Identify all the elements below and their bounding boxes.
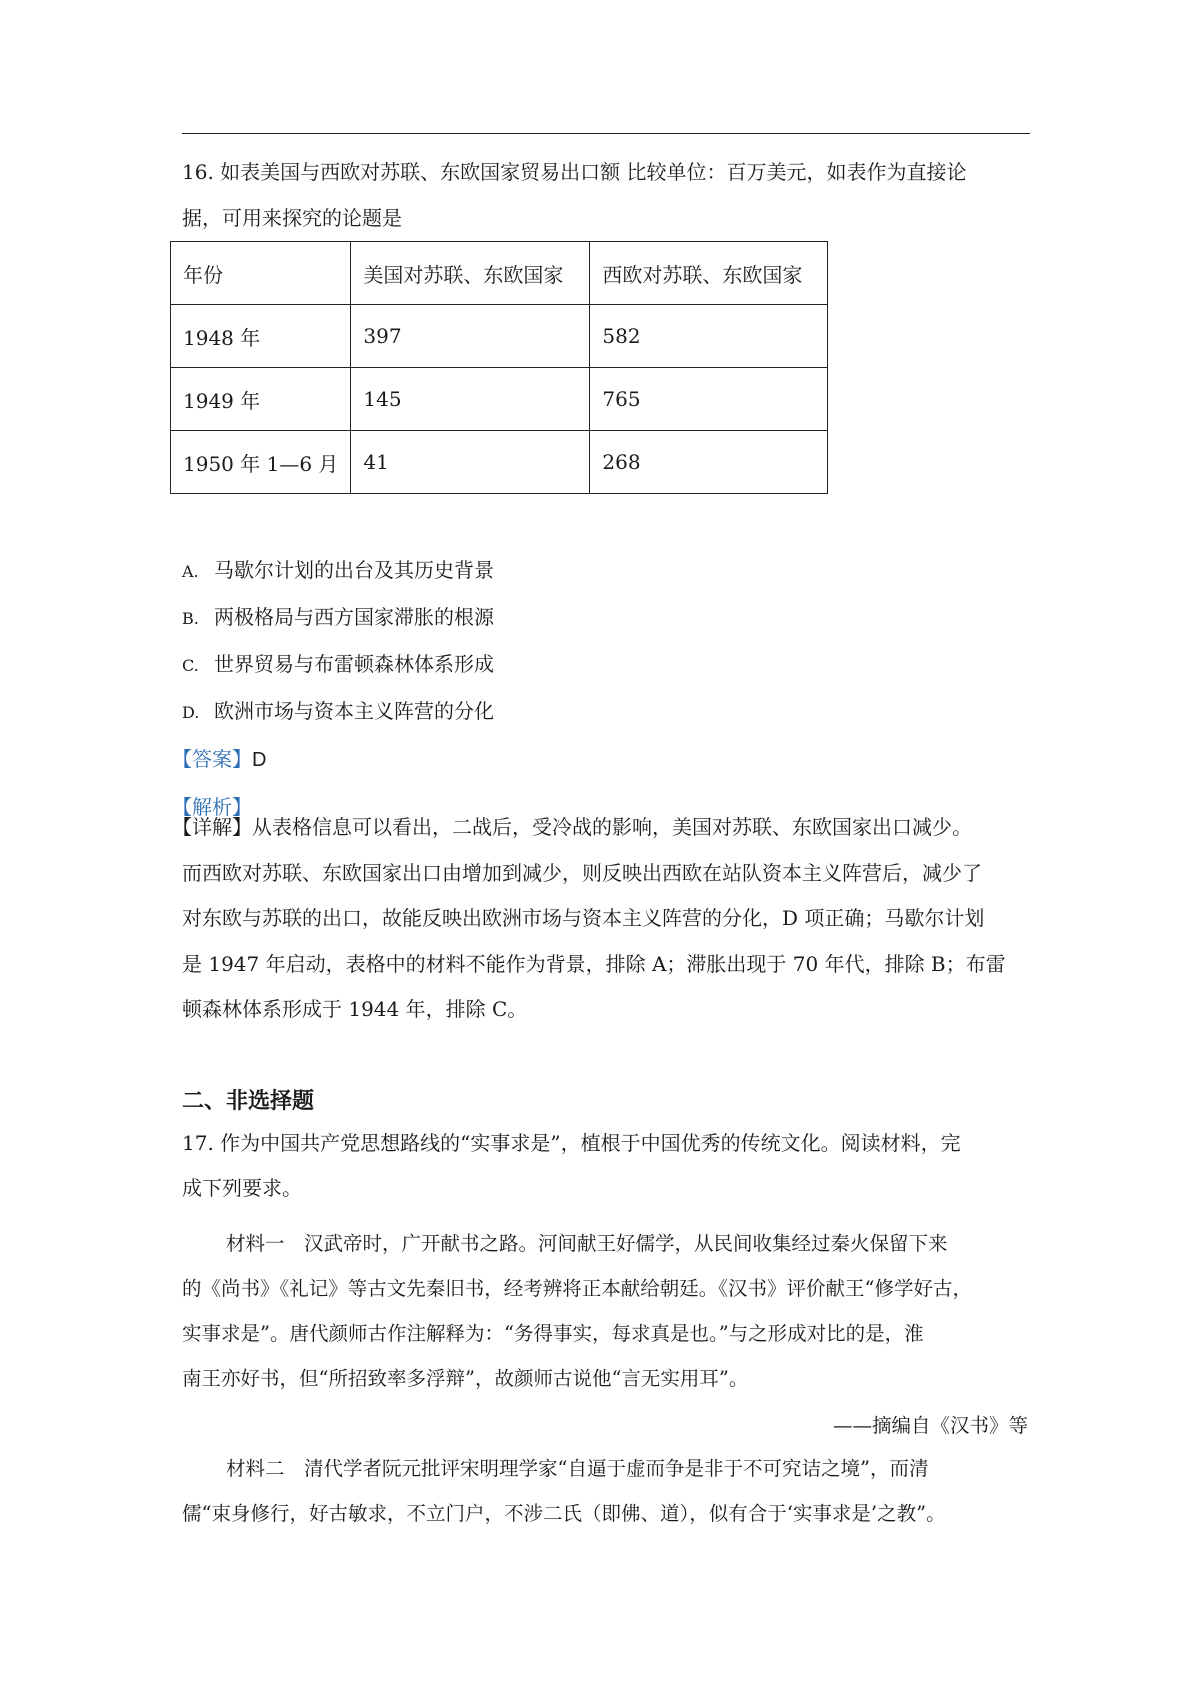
material-1-line: 南王亦好书，但“所招致率多浮辩”，故颜师古说他“言无实用耳”。	[182, 1367, 749, 1390]
table-row	[171, 431, 828, 494]
detail-line: 【详解】从表格信息可以看出，二战后，受冷战的影响，美国对苏联、东欧国家出口减少。	[172, 815, 972, 839]
material-2-line: 儒“束身修行，好古敏求，不立门户，不涉二氏（即佛、道），似有合于‘实事求是’之教”。	[182, 1502, 946, 1525]
material-1-source: ——摘编自《汉书》等	[832, 1414, 1028, 1437]
export-table	[170, 241, 828, 494]
table-cell: 268	[590, 431, 828, 494]
table-cell: 1949 年	[171, 368, 351, 431]
section-title: 二、非选择题	[182, 1088, 315, 1114]
analysis-tag: 【解析】	[172, 795, 252, 819]
table-cell: 145	[351, 368, 590, 431]
option-text: 世界贸易与布雷顿森林体系形成	[214, 652, 494, 676]
table-header-row	[171, 242, 828, 305]
detail-line: 而西欧对苏联、东欧国家出口由增加到减少，则反映出西欧在站队资本主义阵营后，减少了	[182, 861, 982, 885]
material-1-line: 的《尚书》《礼记》等古文先秦旧书，经考辨将正本献给朝廷。《汉书》评价献王“修学好古，	[182, 1277, 972, 1300]
option-text: 马歇尔计划的出台及其历史背景	[214, 558, 494, 582]
table-header-cell: 西欧对苏联、东欧国家	[590, 242, 828, 305]
question-16-stem: 16. 如表美国与西欧对苏联、东欧国家贸易出口额 比较单位：百万美元，如表作为直接论	[182, 160, 967, 184]
detail-line: 对东欧与苏联的出口，故能反映出欧洲市场与资本主义阵营的分化，D 项正确；马歇尔计划	[182, 906, 985, 930]
option-letter: A.	[182, 562, 199, 581]
answer-tag: 【答案】	[172, 747, 252, 771]
material-1-line: 实事求是”。唐代颜师古作注解释为：“务得事实，每求真是也。”与之形成对比的是，淮	[182, 1322, 924, 1345]
question-17-stem-cont: 成下列要求。	[182, 1176, 302, 1200]
table-cell: 41	[351, 431, 590, 494]
table-cell: 1950 年 1—6 月	[171, 431, 351, 494]
table-cell: 582	[590, 305, 828, 368]
option-c	[182, 651, 494, 679]
detail-line: 是 1947 年启动，表格中的材料不能作为背景，排除 A；滞胀出现于 70 年代，排除 B；布雷	[182, 952, 1006, 976]
option-letter: D.	[182, 703, 200, 722]
option-text: 两极格局与西方国家滞胀的根源	[214, 605, 494, 629]
detail-line: 顿森林体系形成于 1944 年，排除 C。	[182, 997, 528, 1021]
table-row	[171, 368, 828, 431]
option-text: 欧洲市场与资本主义阵营的分化	[214, 699, 494, 723]
option-letter: C.	[182, 656, 199, 675]
table-cell: 765	[590, 368, 828, 431]
table-header-cell: 年份	[171, 242, 351, 305]
material-2-line: 材料二 清代学者阮元批评宋明理学家“自逼于虚而争是非于不可究诘之境”，而清	[226, 1457, 929, 1480]
option-letter: B.	[182, 609, 199, 628]
header-rule	[182, 133, 1030, 134]
table-cell: 397	[351, 305, 590, 368]
material-1-line: 材料一 汉武帝时，广开献书之路。河间献王好儒学，从民间收集经过秦火保留下来	[226, 1232, 948, 1255]
question-16-stem-cont: 据，可用来探究的论题是	[182, 206, 402, 230]
option-a	[182, 557, 494, 585]
answer-line	[172, 746, 266, 773]
table-cell: 1948 年	[171, 305, 351, 368]
table-header-cell: 美国对苏联、东欧国家	[351, 242, 590, 305]
answer-value: D	[252, 749, 267, 771]
table-row	[171, 305, 828, 368]
option-b	[182, 604, 494, 632]
question-17-stem: 17. 作为中国共产党思想路线的“实事求是”，植根于中国优秀的传统文化。阅读材料，完	[182, 1131, 961, 1155]
option-d	[182, 698, 494, 726]
